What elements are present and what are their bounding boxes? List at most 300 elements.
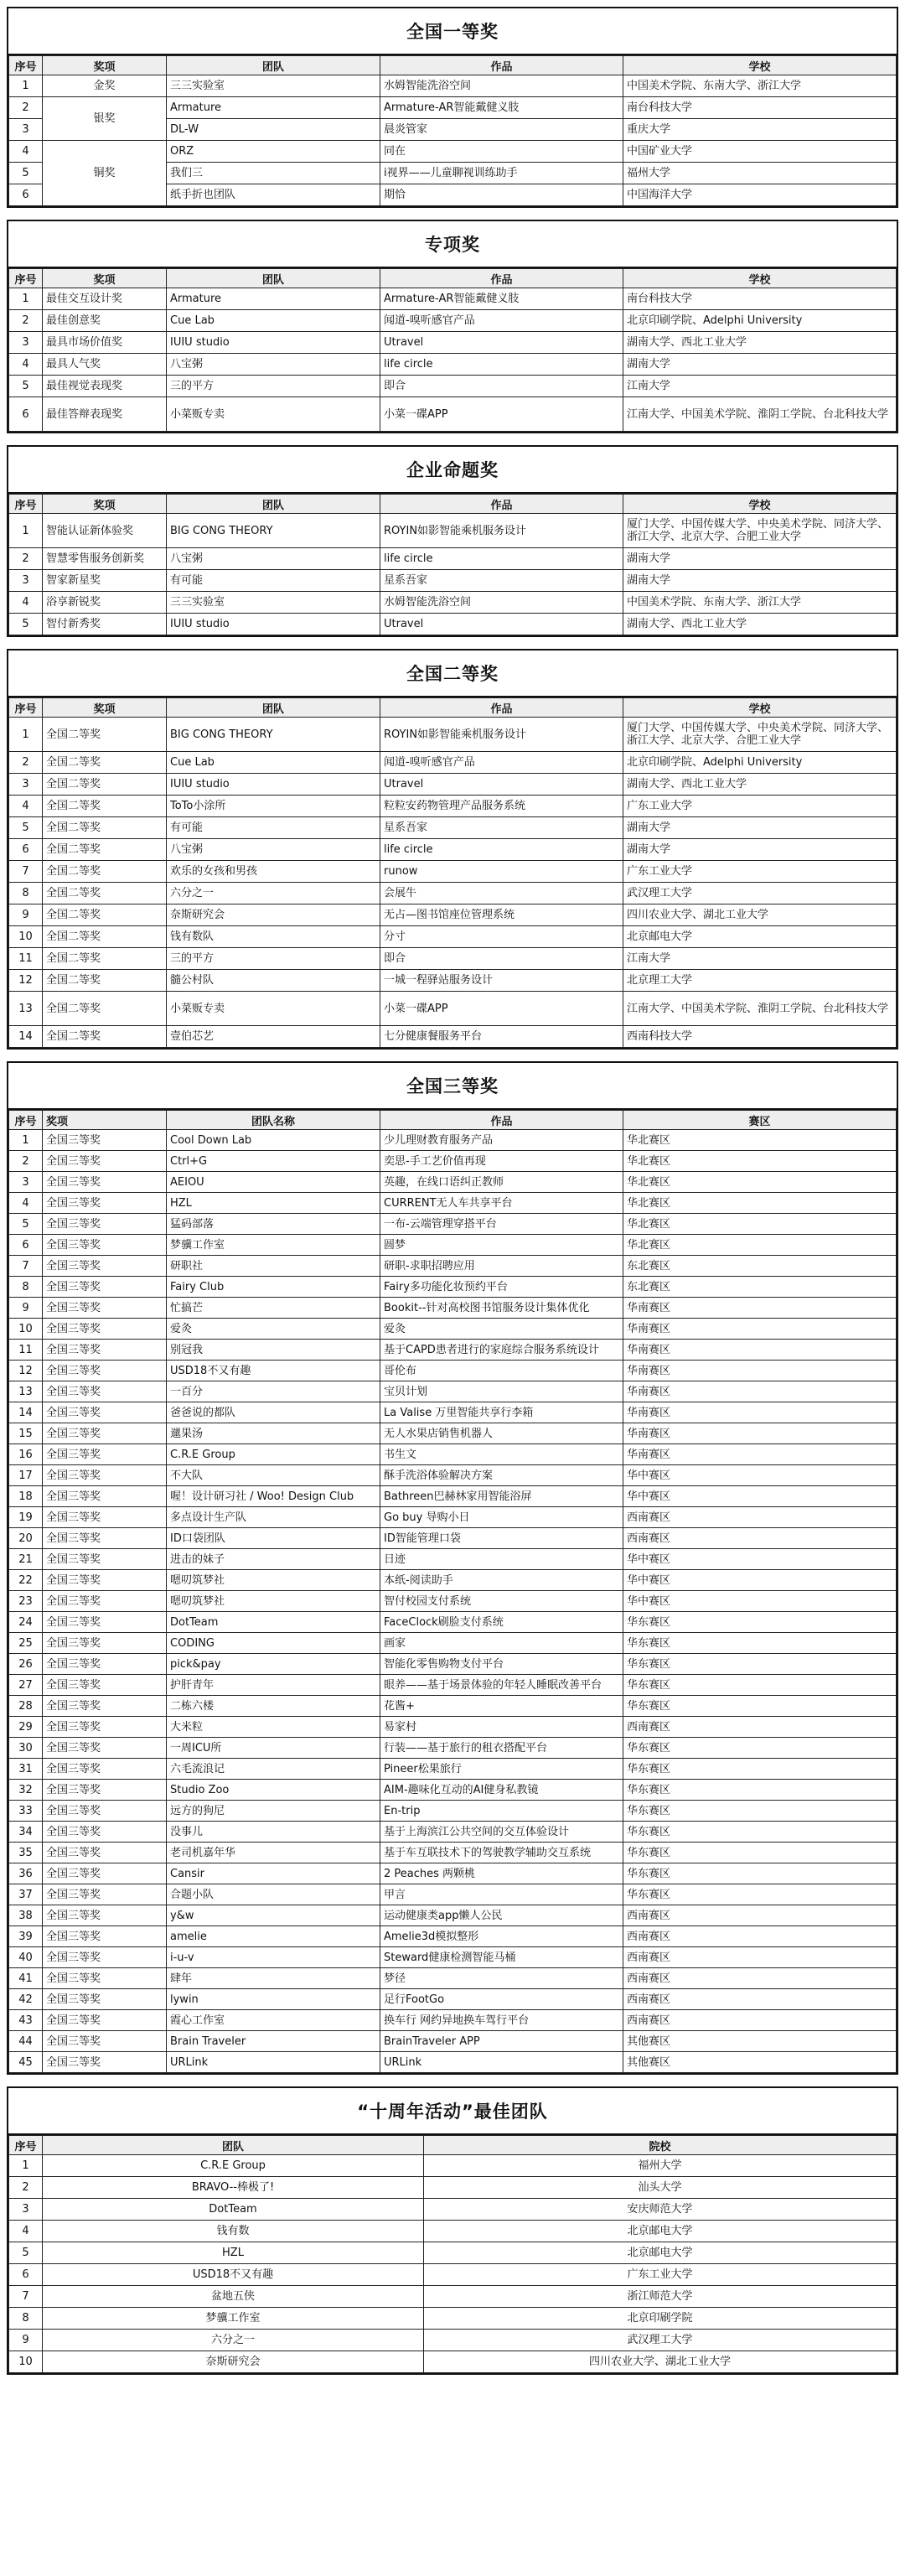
- cell-team: 六毛流浪记: [167, 1759, 380, 1780]
- cell-no: 27: [9, 1675, 43, 1696]
- cell-region: 华东赛区: [623, 1633, 897, 1654]
- cell-no: 2: [9, 97, 43, 119]
- cell-team: USD18不又有趣: [43, 2264, 424, 2286]
- cell-award: 全国三等奖: [43, 1801, 167, 1822]
- special-prize-table: [8, 268, 897, 432]
- cell-no: 4: [9, 592, 43, 614]
- cell-region: 华中赛区: [623, 1486, 897, 1507]
- header-no: 序号: [9, 269, 43, 288]
- cell-school: 北京邮电大学: [623, 926, 897, 948]
- cell-team: 有可能: [167, 570, 380, 592]
- cell-award: 全国二等奖: [43, 992, 167, 1026]
- cell-award: 全国三等奖: [43, 1696, 167, 1717]
- table-row: [9, 2199, 897, 2221]
- cell-team: 大米粒: [167, 1717, 380, 1738]
- table-row: [9, 1214, 897, 1235]
- cell-work: Bathreen巴赫林家用智能浴屏: [380, 1486, 623, 1507]
- enterprise-prize-body: [9, 514, 897, 635]
- table-header-row: [9, 698, 897, 718]
- cell-work: 圆梦: [380, 1235, 623, 1256]
- cell-award: 全国二等奖: [43, 774, 167, 796]
- cell-no: 44: [9, 2031, 43, 2052]
- cell-no: 4: [9, 796, 43, 817]
- cell-team: BRAVO--棒极了!: [43, 2177, 424, 2199]
- header-school: 学校: [623, 495, 897, 514]
- cell-team: 忙搞芒: [167, 1298, 380, 1319]
- cell-team: BIG CONG THEORY: [167, 718, 380, 752]
- cell-team: URLink: [167, 2052, 380, 2073]
- cell-school: 湖南大学: [623, 570, 897, 592]
- header-team: 团队: [167, 698, 380, 718]
- cell-work: 水姆智能洗浴空间: [380, 75, 623, 97]
- cell-award: 全国三等奖: [43, 1884, 167, 1905]
- cell-no: 10: [9, 926, 43, 948]
- table-row: [9, 970, 897, 992]
- cell-work: 小菜一碟APP: [380, 992, 623, 1026]
- cell-award: 全国三等奖: [43, 1947, 167, 1968]
- cell-region: 华东赛区: [623, 1843, 897, 1863]
- table-row: [9, 548, 897, 570]
- table-header-row: [9, 269, 897, 288]
- cell-work: FaceClock刷脸支付系统: [380, 1612, 623, 1633]
- cell-award: 全国三等奖: [43, 1381, 167, 1402]
- cell-work: 甲言: [380, 1884, 623, 1905]
- cell-region: 华南赛区: [623, 1361, 897, 1381]
- cell-work: Utravel: [380, 774, 623, 796]
- cell-work: URLink: [380, 2052, 623, 2073]
- section-title: 专项奖: [8, 221, 897, 268]
- cell-team: 奈斯研究会: [43, 2351, 424, 2373]
- cell-no: 8: [9, 2308, 43, 2330]
- cell-work: 书生文: [380, 1444, 623, 1465]
- cell-work: 基于CAPD患者进行的家庭综合服务系统设计: [380, 1340, 623, 1361]
- table-row: [9, 1759, 897, 1780]
- cell-award: 银奖: [43, 97, 167, 141]
- cell-no: 3: [9, 2199, 43, 2221]
- cell-region: 华南赛区: [623, 1298, 897, 1319]
- cell-region: 华北赛区: [623, 1172, 897, 1193]
- cell-no: 12: [9, 970, 43, 992]
- cell-school: 重庆大学: [623, 119, 897, 141]
- cell-region: 西南赛区: [623, 1968, 897, 1989]
- cell-work: Bookit--针对高校图书馆服务设计集体优化: [380, 1298, 623, 1319]
- cell-team: Cue Lab: [167, 310, 380, 332]
- cell-no: 8: [9, 1277, 43, 1298]
- cell-region: 华中赛区: [623, 1549, 897, 1570]
- cell-team: Cool Down Lab: [167, 1130, 380, 1151]
- cell-region: 其他赛区: [623, 2052, 897, 2073]
- cell-work: 画家: [380, 1633, 623, 1654]
- cell-work: AIM-趣味化互动的AI健身私教镜: [380, 1780, 623, 1801]
- cell-team: 三的平方: [167, 376, 380, 397]
- cell-no: 1: [9, 2155, 43, 2177]
- enterprise-prize-table: [8, 494, 897, 635]
- cell-region: 华南赛区: [623, 1319, 897, 1340]
- cell-work: 即合: [380, 948, 623, 970]
- section-title: 企业命题奖: [8, 447, 897, 494]
- header-work: 作品: [380, 698, 623, 718]
- table-row: [9, 948, 897, 970]
- cell-no: 5: [9, 2242, 43, 2264]
- cell-team: 髓公村队: [167, 970, 380, 992]
- cell-region: 华东赛区: [623, 1759, 897, 1780]
- cell-region: 华北赛区: [623, 1151, 897, 1172]
- cell-award: 全国三等奖: [43, 1319, 167, 1340]
- cell-region: 华南赛区: [623, 1381, 897, 1402]
- cell-team: BIG CONG THEORY: [167, 514, 380, 548]
- cell-work: ROYIN如影智能乘机服务设计: [380, 514, 623, 548]
- cell-award: 全国三等奖: [43, 1277, 167, 1298]
- cell-work: 2 Peaches 两颗桃: [380, 1863, 623, 1884]
- cell-work: 一城一程驿站服务设计: [380, 970, 623, 992]
- cell-award: 全国三等奖: [43, 2031, 167, 2052]
- cell-no: 34: [9, 1822, 43, 1843]
- table-row: [9, 1843, 897, 1863]
- cell-award: 全国三等奖: [43, 1151, 167, 1172]
- cell-no: 15: [9, 1423, 43, 1444]
- section-special-prize: [7, 220, 898, 433]
- cell-school: 福州大学: [424, 2155, 897, 2177]
- cell-team: 护肝青年: [167, 1675, 380, 1696]
- cell-no: 45: [9, 2052, 43, 2073]
- cell-team: HZL: [167, 1193, 380, 1214]
- cell-award: 智慧零售服务创新奖: [43, 548, 167, 570]
- cell-region: 华东赛区: [623, 1612, 897, 1633]
- cell-team: 二栋六楼: [167, 1696, 380, 1717]
- cell-team: Cue Lab: [167, 752, 380, 774]
- table-row: [9, 1256, 897, 1277]
- cell-no: 9: [9, 1298, 43, 1319]
- cell-region: 西南赛区: [623, 1947, 897, 1968]
- cell-award: 全国三等奖: [43, 1905, 167, 1926]
- cell-team: 喔！设计研习社 / Woo! Design Club: [167, 1486, 380, 1507]
- cell-region: 华东赛区: [623, 1801, 897, 1822]
- cell-team: 壹伯芯艺: [167, 1026, 380, 1048]
- cell-region: 华中赛区: [623, 1465, 897, 1486]
- table-row: [9, 1905, 897, 1926]
- cell-work: 七分健康餐服务平台: [380, 1026, 623, 1048]
- cell-school: 广东工业大学: [424, 2264, 897, 2286]
- cell-team: 八宝粥: [167, 354, 380, 376]
- table-header-row: [9, 1111, 897, 1130]
- cell-region: 华东赛区: [623, 1884, 897, 1905]
- cell-no: 18: [9, 1486, 43, 1507]
- table-row: [9, 1570, 897, 1591]
- cell-school: 武汉理工大学: [623, 883, 897, 904]
- cell-no: 12: [9, 1361, 43, 1381]
- cell-no: 33: [9, 1801, 43, 1822]
- cell-work: life circle: [380, 548, 623, 570]
- cell-no: 16: [9, 1444, 43, 1465]
- cell-work: 英趣，在线口语纠正教师: [380, 1172, 623, 1193]
- section-title: 全国二等奖: [8, 650, 897, 697]
- cell-school: 中国矿业大学: [623, 141, 897, 163]
- cell-award: 全国三等奖: [43, 1193, 167, 1214]
- cell-school: 福州大学: [623, 163, 897, 184]
- cell-award: 全国二等奖: [43, 718, 167, 752]
- cell-work: 酥手洗浴体验解决方案: [380, 1465, 623, 1486]
- cell-award: 全国三等奖: [43, 1612, 167, 1633]
- table-row: [9, 97, 897, 119]
- cell-no: 35: [9, 1843, 43, 1863]
- table-row: [9, 2330, 897, 2351]
- cell-team: 猛码部落: [167, 1214, 380, 1235]
- cell-award: 全国三等奖: [43, 1633, 167, 1654]
- cell-school: 湖南大学、西北工业大学: [623, 332, 897, 354]
- table-row: [9, 1444, 897, 1465]
- cell-team: i-u-v: [167, 1947, 380, 1968]
- cell-team: Brain Traveler: [167, 2031, 380, 2052]
- cell-team: ID口袋团队: [167, 1528, 380, 1549]
- cell-work: 哥伦布: [380, 1361, 623, 1381]
- cell-work: La Valise 万里智能共享行李箱: [380, 1402, 623, 1423]
- table-row: [9, 1507, 897, 1528]
- table-row: [9, 1235, 897, 1256]
- cell-no: 21: [9, 1549, 43, 1570]
- cell-award: 智付新秀奖: [43, 614, 167, 635]
- table-row: [9, 1780, 897, 1801]
- section-first-prize: [7, 7, 898, 208]
- table-row: [9, 1675, 897, 1696]
- cell-work: Armature-AR智能戴健义肢: [380, 288, 623, 310]
- table-row: [9, 839, 897, 861]
- cell-award: 全国三等奖: [43, 1361, 167, 1381]
- cell-no: 2: [9, 310, 43, 332]
- cell-work: 研职-求职招聘应用: [380, 1256, 623, 1277]
- cell-team: pick&pay: [167, 1654, 380, 1675]
- table-row: [9, 288, 897, 310]
- cell-work: runow: [380, 861, 623, 883]
- cell-region: 华南赛区: [623, 1444, 897, 1465]
- cell-work: En-trip: [380, 1801, 623, 1822]
- table-row: [9, 752, 897, 774]
- cell-no: 38: [9, 1905, 43, 1926]
- cell-no: 17: [9, 1465, 43, 1486]
- table-row: [9, 1465, 897, 1486]
- header-school: 学校: [623, 698, 897, 718]
- cell-region: 西南赛区: [623, 1507, 897, 1528]
- cell-work: Amelie3d模拟整形: [380, 1926, 623, 1947]
- table-row: [9, 1528, 897, 1549]
- cell-work: Armature-AR智能戴健义肢: [380, 97, 623, 119]
- cell-award: 最具市场价值奖: [43, 332, 167, 354]
- cell-work: 即合: [380, 376, 623, 397]
- header-no: 序号: [9, 1111, 43, 1130]
- best-team-table: [8, 2135, 897, 2373]
- table-row: [9, 1884, 897, 1905]
- cell-award: 全国三等奖: [43, 1591, 167, 1612]
- table-row: [9, 1319, 897, 1340]
- cell-region: 华东赛区: [623, 1675, 897, 1696]
- cell-work: Utravel: [380, 614, 623, 635]
- cell-region: 华南赛区: [623, 1340, 897, 1361]
- cell-award: 全国三等奖: [43, 1654, 167, 1675]
- cell-school: 四川农业大学、湖北工业大学: [424, 2351, 897, 2373]
- second-prize-table: [8, 697, 897, 1048]
- table-row: [9, 1423, 897, 1444]
- cell-no: 1: [9, 718, 43, 752]
- cell-region: 华东赛区: [623, 1738, 897, 1759]
- cell-team: ToTo小涂所: [167, 796, 380, 817]
- cell-work: 换车行 网约异地换车驾行平台: [380, 2010, 623, 2031]
- second-prize-body: [9, 718, 897, 1048]
- cell-award: 全国三等奖: [43, 1989, 167, 2010]
- cell-region: 华北赛区: [623, 1193, 897, 1214]
- cell-no: 3: [9, 774, 43, 796]
- cell-no: 4: [9, 1193, 43, 1214]
- cell-award: 金奖: [43, 75, 167, 97]
- cell-team: 多点设计生产队: [167, 1507, 380, 1528]
- cell-work: 本纸-阅读助手: [380, 1570, 623, 1591]
- cell-team: AEIOU: [167, 1172, 380, 1193]
- cell-no: 5: [9, 817, 43, 839]
- cell-school: 北京印刷学院、Adelphi University: [623, 310, 897, 332]
- cell-team: 欢乐的女孩和男孩: [167, 861, 380, 883]
- cell-work: 会展牛: [380, 883, 623, 904]
- cell-team: 别冠我: [167, 1340, 380, 1361]
- cell-award: 铜奖: [43, 141, 167, 206]
- cell-team: 八宝粥: [167, 548, 380, 570]
- cell-team: 不大队: [167, 1465, 380, 1486]
- cell-team: Armature: [167, 97, 380, 119]
- cell-no: 6: [9, 2264, 43, 2286]
- cell-work: 行装——基于旅行的租衣搭配平台: [380, 1738, 623, 1759]
- cell-work: ROYIN如影智能乘机服务设计: [380, 718, 623, 752]
- cell-work: i视界——儿童聊视训练助手: [380, 163, 623, 184]
- cell-school: 武汉理工大学: [424, 2330, 897, 2351]
- header-no: 序号: [9, 56, 43, 75]
- table-row: [9, 1402, 897, 1423]
- cell-work: 日迹: [380, 1549, 623, 1570]
- cell-work: 奕思-手工艺价值再现: [380, 1151, 623, 1172]
- table-row: [9, 376, 897, 397]
- table-row: [9, 141, 897, 163]
- cell-school: 湖南大学: [623, 839, 897, 861]
- table-row: [9, 1612, 897, 1633]
- cell-award: 全国三等奖: [43, 1444, 167, 1465]
- cell-no: 3: [9, 1172, 43, 1193]
- cell-work: 梦径: [380, 1968, 623, 1989]
- cell-school: 南台科技大学: [623, 97, 897, 119]
- cell-team: DotTeam: [167, 1612, 380, 1633]
- table-row: [9, 1277, 897, 1298]
- cell-team: ORZ: [167, 141, 380, 163]
- header-work: 作品: [380, 56, 623, 75]
- cell-school: 湖南大学、西北工业大学: [623, 774, 897, 796]
- cell-school: 厦门大学、中国传媒大学、中央美术学院、同济大学、浙江大学、北京大学、合肥工业大学: [623, 514, 897, 548]
- cell-work: 运动健康类app懒人公民: [380, 1905, 623, 1926]
- cell-award: 全国三等奖: [43, 1256, 167, 1277]
- cell-award: 全国二等奖: [43, 883, 167, 904]
- cell-school: 北京邮电大学: [424, 2221, 897, 2242]
- best-team-body: [9, 2155, 897, 2373]
- cell-no: 4: [9, 2221, 43, 2242]
- cell-no: 7: [9, 861, 43, 883]
- cell-award: 全国三等奖: [43, 2052, 167, 2073]
- cell-work: 晨炎管家: [380, 119, 623, 141]
- cell-team: 六分之一: [43, 2330, 424, 2351]
- cell-team: 没事儿: [167, 1822, 380, 1843]
- section-second-prize: [7, 649, 898, 1050]
- cell-award: 全国二等奖: [43, 948, 167, 970]
- cell-award: 全国三等奖: [43, 1822, 167, 1843]
- cell-region: 东北赛区: [623, 1256, 897, 1277]
- cell-work: CURRENT无人车共享平台: [380, 1193, 623, 1214]
- cell-team: 梦骥工作室: [43, 2308, 424, 2330]
- table-row: [9, 1381, 897, 1402]
- cell-work: 分寸: [380, 926, 623, 948]
- cell-work: 小菜一碟APP: [380, 397, 623, 432]
- table-row: [9, 1591, 897, 1612]
- table-row: [9, 1486, 897, 1507]
- cell-no: 39: [9, 1926, 43, 1947]
- cell-no: 31: [9, 1759, 43, 1780]
- cell-region: 华南赛区: [623, 1423, 897, 1444]
- cell-work: 一布-云端管理穿搭平台: [380, 1214, 623, 1235]
- header-work: 作品: [380, 1111, 623, 1130]
- cell-award: 全国二等奖: [43, 817, 167, 839]
- cell-school: 中国美术学院、东南大学、浙江大学: [623, 592, 897, 614]
- header-no: 序号: [9, 2136, 43, 2155]
- table-row: [9, 2242, 897, 2264]
- cell-no: 19: [9, 1507, 43, 1528]
- cell-award: 全国三等奖: [43, 1214, 167, 1235]
- cell-work: 足行FootGo: [380, 1989, 623, 2010]
- cell-no: 37: [9, 1884, 43, 1905]
- cell-work: Utravel: [380, 332, 623, 354]
- cell-team: y&w: [167, 1905, 380, 1926]
- section-title: 全国三等奖: [8, 1063, 897, 1110]
- header-work: 作品: [380, 269, 623, 288]
- cell-school: 湖南大学: [623, 354, 897, 376]
- cell-no: 4: [9, 354, 43, 376]
- cell-no: 30: [9, 1738, 43, 1759]
- cell-school: 四川农业大学、湖北工业大学: [623, 904, 897, 926]
- cell-work: BrainTraveler APP: [380, 2031, 623, 2052]
- cell-award: 全国三等奖: [43, 1926, 167, 1947]
- cell-work: 花酱+: [380, 1696, 623, 1717]
- header-school: 院校: [424, 2136, 897, 2155]
- cell-no: 28: [9, 1696, 43, 1717]
- cell-award: 全国二等奖: [43, 1026, 167, 1048]
- cell-work: 眼养——基于场景体验的年轻人睡眠改善平台: [380, 1675, 623, 1696]
- cell-team: 盆地五侠: [43, 2286, 424, 2308]
- cell-work: 粒粒安药物管理产品服务系统: [380, 796, 623, 817]
- cell-no: 3: [9, 119, 43, 141]
- cell-team: 三三实验室: [167, 75, 380, 97]
- cell-award: 全国三等奖: [43, 1486, 167, 1507]
- cell-school: 湖南大学、西北工业大学: [623, 614, 897, 635]
- cell-school: 中国海洋大学: [623, 184, 897, 206]
- cell-team: 三的平方: [167, 948, 380, 970]
- cell-team: C.R.E Group: [167, 1444, 380, 1465]
- cell-no: 6: [9, 184, 43, 206]
- cell-no: 7: [9, 2286, 43, 2308]
- table-row: [9, 904, 897, 926]
- cell-work: 智付校园支付系统: [380, 1591, 623, 1612]
- cell-school: 江南大学、中国美术学院、淮阴工学院、台北科技大学: [623, 397, 897, 432]
- cell-region: 华东赛区: [623, 1780, 897, 1801]
- table-row: [9, 332, 897, 354]
- table-row: [9, 570, 897, 592]
- cell-work: Pineer松果旅行: [380, 1759, 623, 1780]
- table-row: [9, 514, 897, 548]
- cell-region: 华南赛区: [623, 1402, 897, 1423]
- cell-award: 最佳交互设计奖: [43, 288, 167, 310]
- first-prize-table: [8, 55, 897, 206]
- cell-no: 1: [9, 1130, 43, 1151]
- header-award: 奖项: [43, 56, 167, 75]
